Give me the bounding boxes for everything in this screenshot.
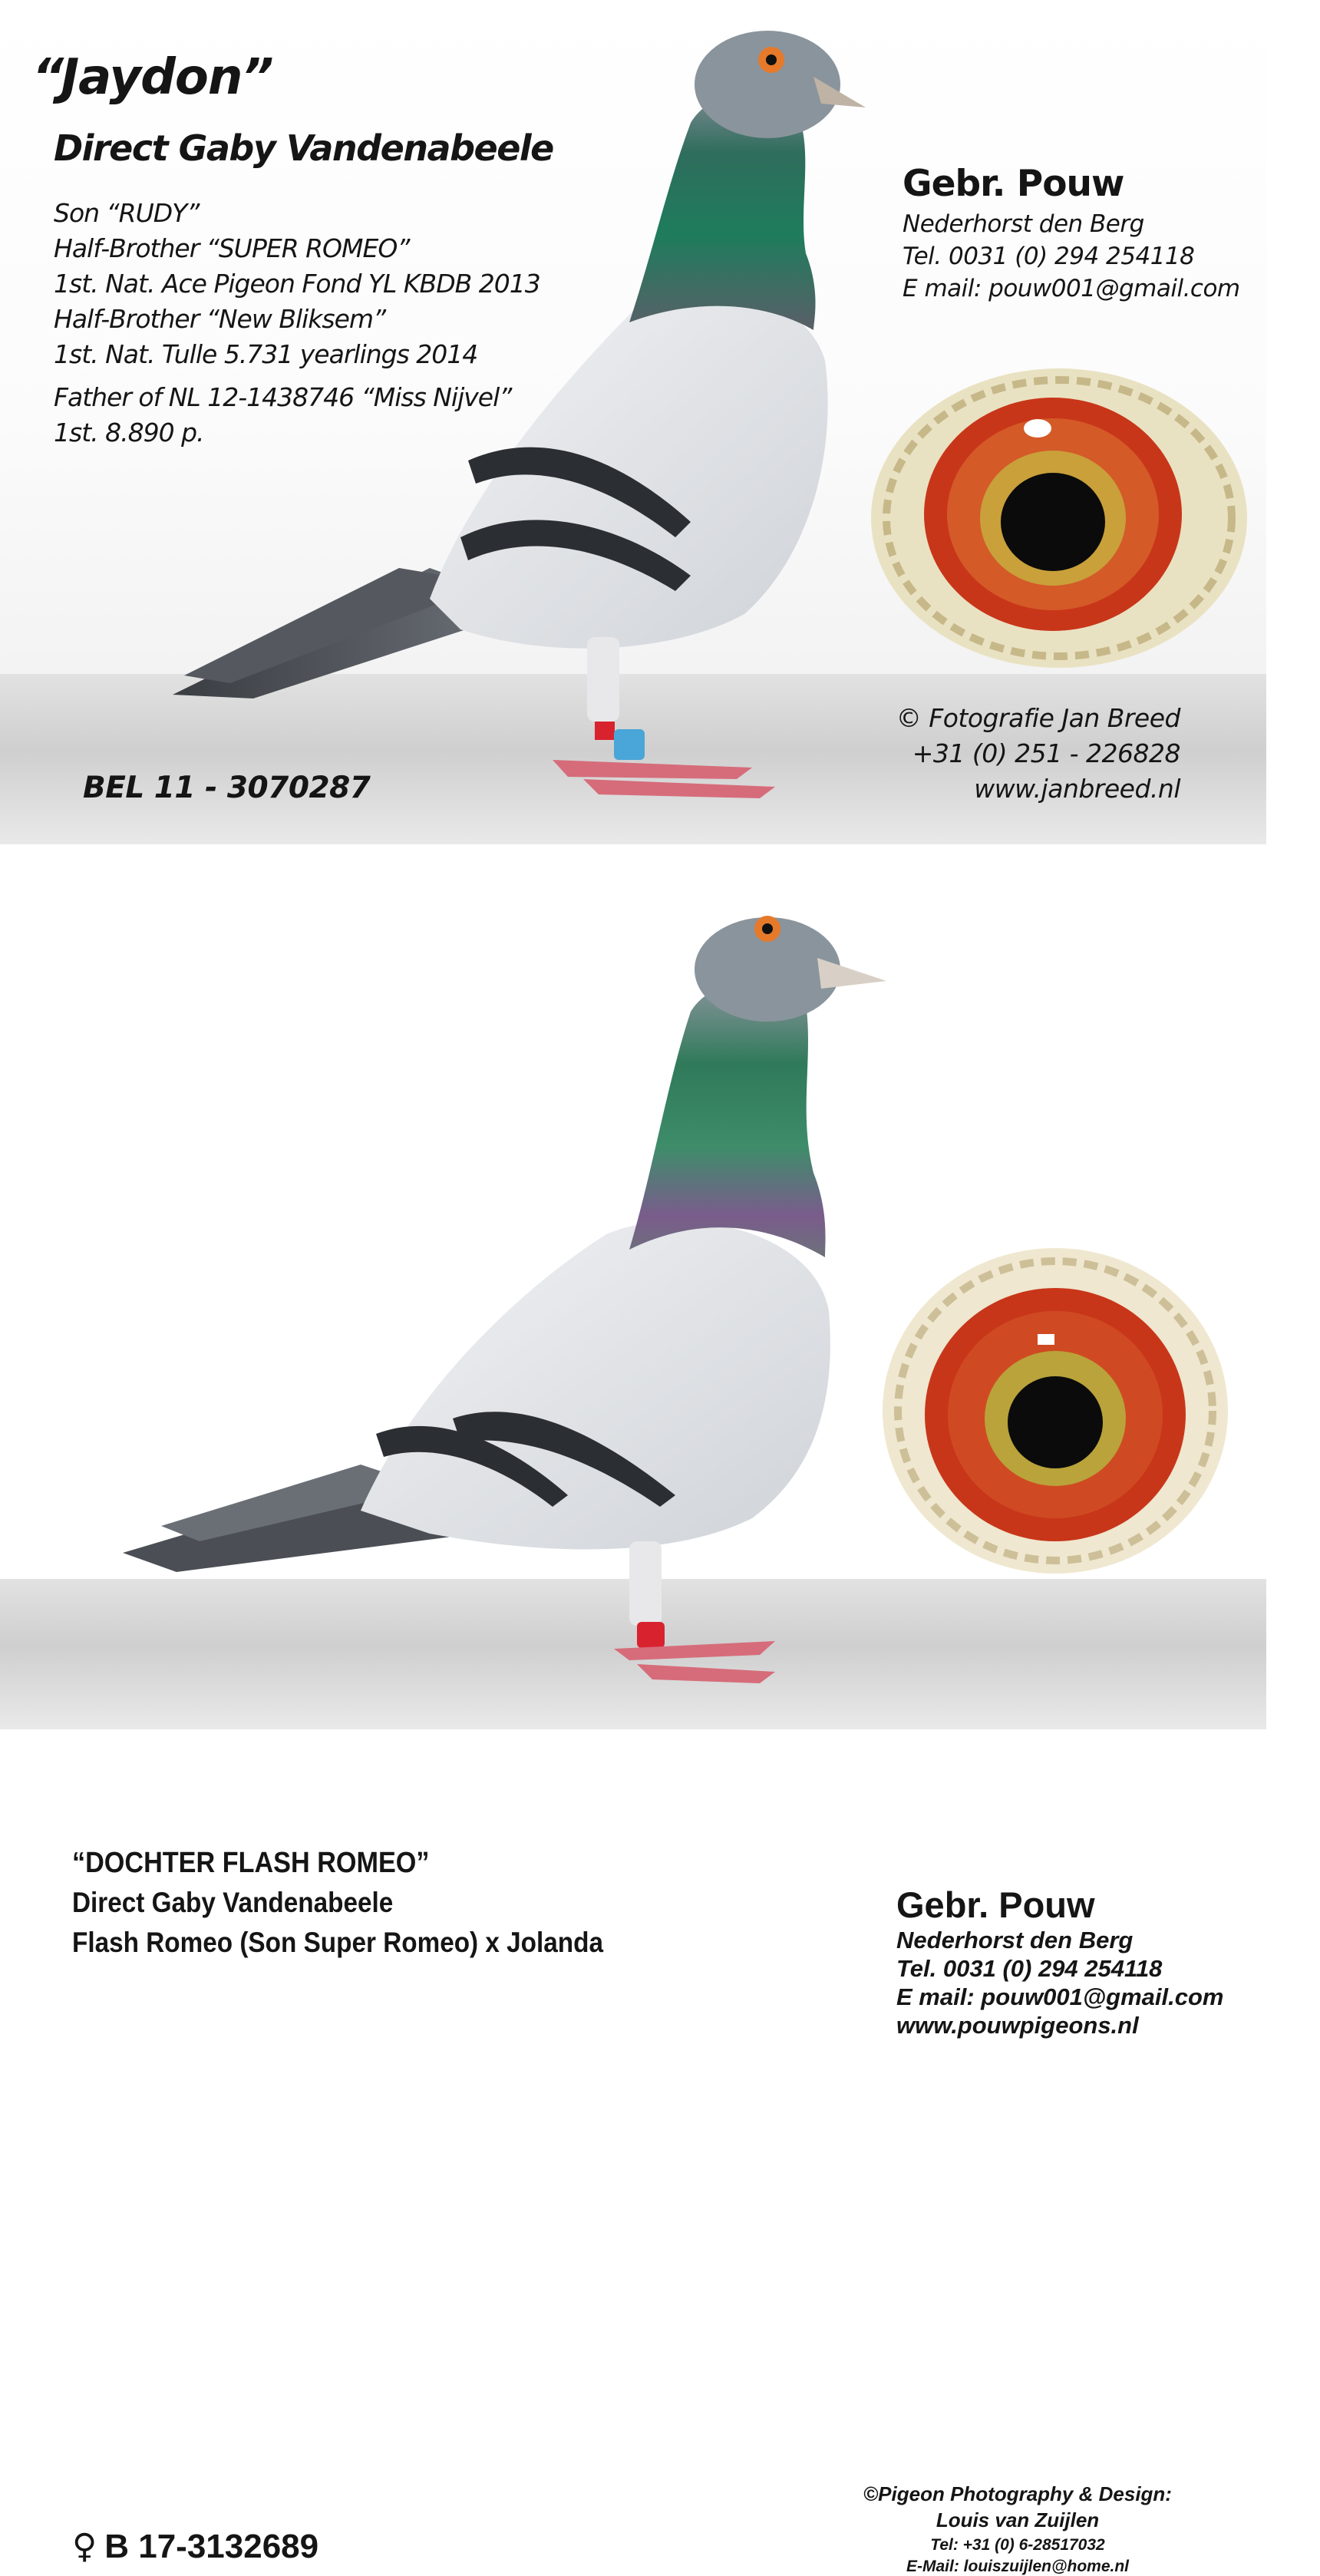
ring-number: BEL 11 - 3070287 [83, 771, 371, 805]
pigeon-eye-photo [860, 361, 1259, 675]
photo-credit-website: www.janbreed.nl [974, 774, 1180, 804]
pedigree-line: Half-Brother “New Bliksem” [54, 304, 386, 334]
pigeon-card-dochter-flash-romeo [0, 881, 1266, 2575]
pigeon-name: “Jaydon” [32, 49, 273, 106]
owner-email: E mail: pouw001@gmail.com [896, 1983, 1224, 2010]
origin-line: Direct Gaby Vandenabeele [54, 127, 553, 169]
photo-credit-email: E-Mail: louiszuijlen@home.nl [906, 2558, 1129, 2575]
owner-location: Nederhorst den Berg [903, 210, 1144, 238]
photo-credit-name: Louis van Zuijlen [936, 2508, 1100, 2531]
owner-name: Gebr. Pouw [896, 1884, 1095, 1925]
pigeon-card-jaydon [0, 0, 1266, 844]
owner-email: E mail: pouw001@gmail.com [903, 275, 1240, 302]
photo-credit: © Fotografie Jan Breed [896, 703, 1180, 733]
ring-number: B 17-3132689 [104, 2528, 319, 2565]
pedigree-line: Flash Romeo (Son Super Romeo) x Jolanda [72, 1927, 604, 1958]
owner-website: www.pouwpigeons.nl [896, 2012, 1139, 2039]
female-symbol-icon: ♀ [72, 2527, 97, 2566]
owner-phone: Tel. 0031 (0) 294 254118 [896, 1955, 1163, 1982]
photo-credit: ©Pigeon Photography & Design: [863, 2482, 1172, 2505]
pigeon-eye-photo [875, 1242, 1236, 1580]
pedigree-line: Half-Brother “SUPER ROMEO” [54, 233, 410, 263]
pedigree-line: 1st. 8.890 p. [54, 418, 204, 447]
pedigree-line: 1st. Nat. Tulle 5.731 yearlings 2014 [54, 339, 478, 369]
photo-credit-phone: +31 (0) 251 - 226828 [912, 738, 1180, 768]
pedigree-line: 1st. Nat. Ace Pigeon Fond YL KBDB 2013 [54, 269, 540, 299]
owner-phone: Tel. 0031 (0) 294 254118 [903, 243, 1195, 270]
owner-name: Gebr. Pouw [903, 163, 1124, 205]
photo-credit-phone: Tel: +31 (0) 6-28517032 [930, 2536, 1105, 2554]
ring-number-row [72, 2527, 318, 2566]
pigeon-name: “DOCHTER FLASH ROMEO” [72, 1847, 430, 1879]
owner-location: Nederhorst den Berg [896, 1927, 1134, 1953]
pedigree-line: Son “RUDY” [54, 198, 200, 228]
pedigree-line: Father of NL 12-1438746 “Miss Nijvel” [54, 382, 512, 412]
origin-line: Direct Gaby Vandenabeele [72, 1887, 394, 1918]
